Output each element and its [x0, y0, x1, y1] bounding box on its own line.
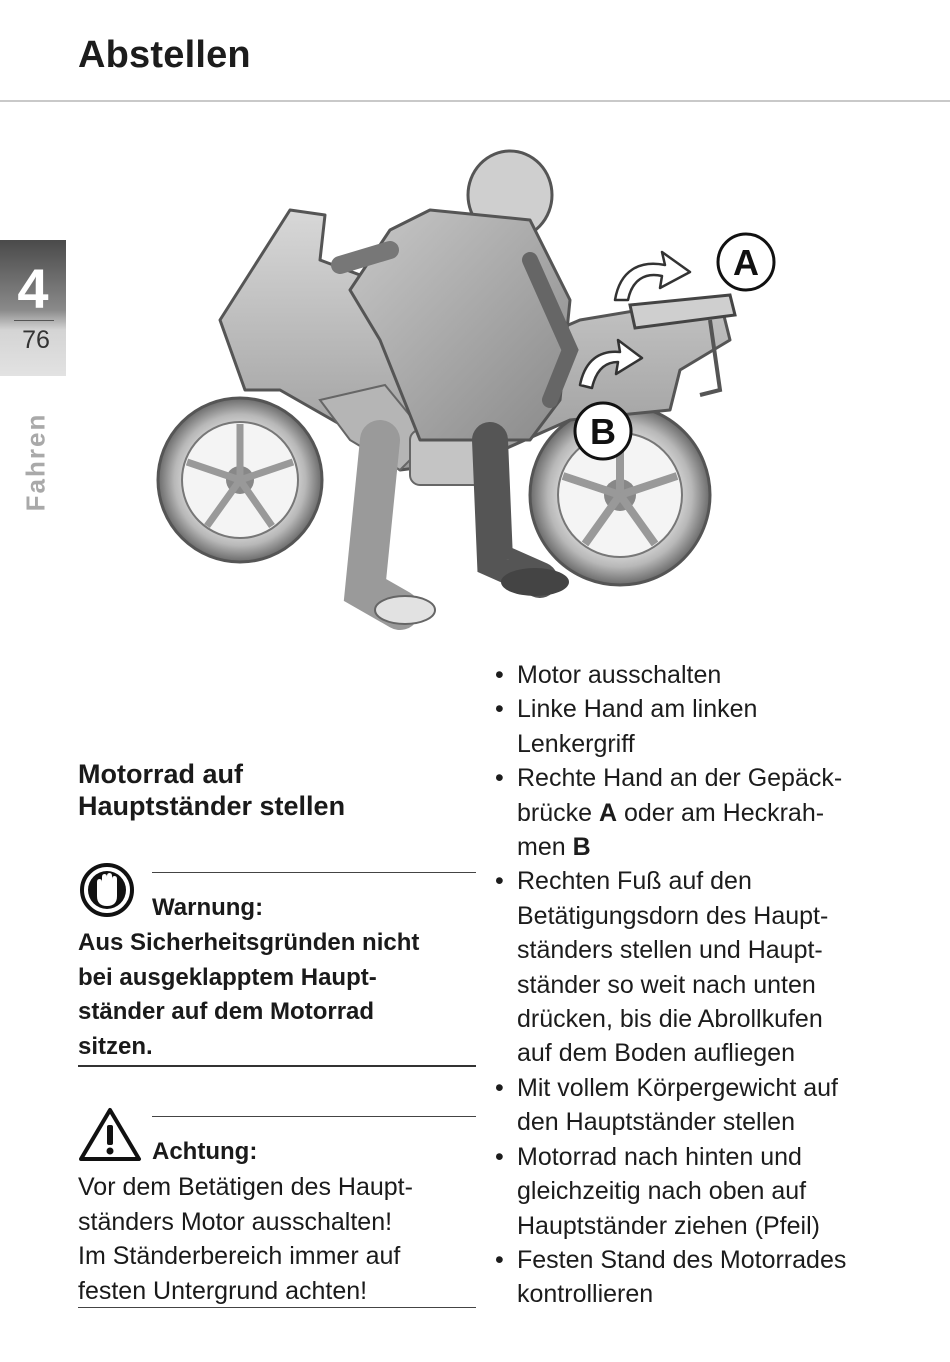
list-item: • Motorrad nach hinten und gleichzeitig nach oben auf Hauptständer ziehen (Pfeil): [493, 1140, 913, 1243]
list-item: • Linke Hand am linken Lenkergriff: [493, 692, 913, 761]
callout-b: B: [590, 411, 616, 452]
front-wheel-icon: [158, 398, 322, 562]
list-item: • Rechte Hand an der Gepäck- brücke A oder am Heckrah- men B: [493, 761, 913, 864]
list-item: • Mit vollem Körpergewicht auf den Hauptständer stellen: [493, 1071, 913, 1140]
warning-triangle-icon: [78, 1106, 142, 1162]
header-divider: [0, 100, 950, 102]
page-title: Abstellen: [78, 34, 251, 76]
warning-text: Aus Sicherheitsgründen nicht bei ausgeklapptem Haupt- ständer auf dem Motorrad sitzen.: [78, 929, 420, 1060]
section-heading: Motorrad auf Hauptständer stellen: [78, 759, 346, 821]
motorcycle-main-stand-illustration: [150, 140, 790, 640]
list-item: • Festen Stand des Motorrades kontrollieren: [493, 1243, 913, 1312]
callout-a: A: [733, 242, 759, 283]
stop-hand-icon: [79, 862, 135, 918]
chapter-number: 4: [17, 257, 49, 320]
list-item: • Rechten Fuß auf den Betätigungsdorn des Haupt- ständers stellen und Haupt- ständer so weit nach unten drücken, bis die Abrollkufen auf dem Boden aufliegen: [493, 864, 913, 1070]
page-number: 76: [22, 326, 50, 354]
steps-list: [493, 658, 913, 1312]
caution-label: Achtung:: [152, 1138, 258, 1165]
arrow-up-icon: [615, 252, 690, 300]
caution-top-rule: [152, 1116, 476, 1117]
caution-bottom-rule: [78, 1307, 476, 1308]
caution-text: Vor dem Betätigen des Haupt- ständers Motor ausschalten! Im Ständerbereich immer auf festen Untergrund achten!: [78, 1173, 413, 1305]
warning-label: Warnung:: [152, 894, 264, 921]
warning-bottom-rule: [78, 1065, 476, 1067]
chapter-tab-divider: [14, 320, 54, 321]
warning-top-rule: [152, 872, 476, 873]
list-item: • Motor ausschalten: [493, 658, 913, 692]
section-label: Fahren: [20, 412, 51, 512]
